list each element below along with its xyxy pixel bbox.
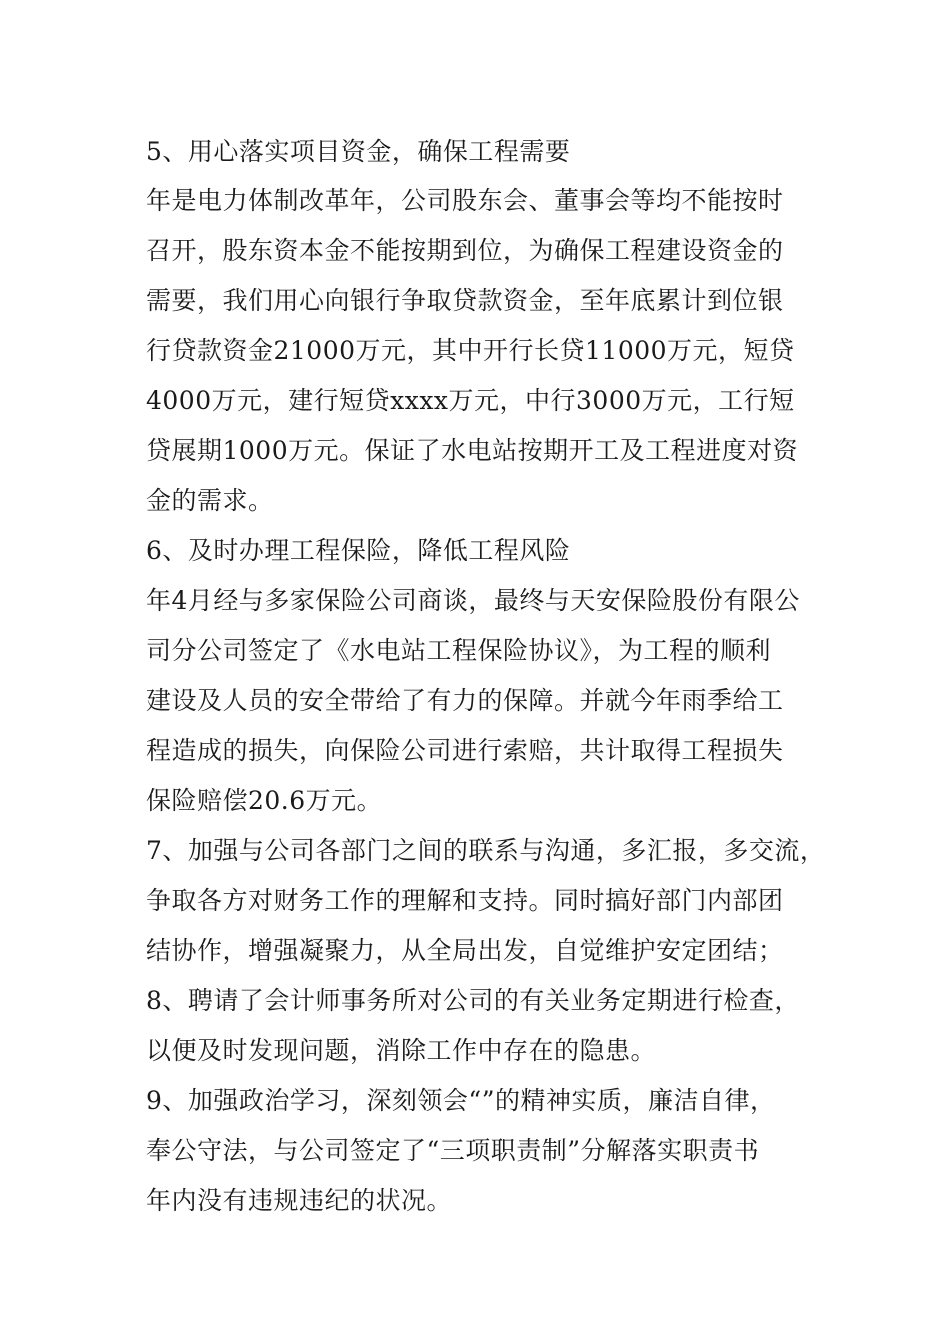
section-heading-5: 5、用心落实项目资金，确保工程需要	[146, 137, 571, 166]
text-line: 以便及时发现问题，消除工作中存在的隐患。	[146, 1036, 657, 1065]
section-heading-6: 6、及时办理工程保险，降低工程风险	[146, 536, 571, 565]
text-line: 程造成的损失，向保险公司进行索赔，共计取得工程损失	[146, 736, 784, 765]
text-line: 金的需求。	[146, 486, 274, 515]
text-line: 建设及人员的安全带给了有力的保障。并就今年雨季给工	[146, 686, 784, 715]
section-item-8: 8、聘请了会计师事务所对公司的有关业务定期进行检查，	[146, 986, 800, 1015]
text-line: 保险赔偿20.6万元。	[146, 786, 383, 815]
text-line: 行贷款资金21000万元，其中开行长贷11000万元，短贷	[146, 336, 795, 365]
text-line: 奉公守法，与公司签定了“三项职责制”分解落实职责书	[146, 1136, 760, 1165]
text-line: 4000万元，建行短贷xxxx万元，中行3000万元，工行短	[146, 386, 795, 415]
text-line: 年4月经与多家保险公司商谈，最终与天安保险股份有限公	[146, 586, 800, 615]
text-line: 需要，我们用心向银行争取贷款资金，至年底累计到位银	[146, 286, 784, 315]
text-line: 结协作，增强凝聚力，从全局出发，自觉维护安定团结；	[146, 936, 784, 965]
text-line: 年是电力体制改革年，公司股东会、董事会等均不能按时	[146, 186, 784, 215]
text-line: 争取各方对财务工作的理解和支持。同时搞好部门内部团	[146, 886, 784, 915]
text-line: 年内没有违规违纪的状况。	[146, 1186, 453, 1215]
text-line: 贷展期1000万元。保证了水电站按期开工及工程进度对资	[146, 436, 799, 465]
section-item-9: 9、加强政治学习，深刻领会“”的精神实质，廉洁自律，	[146, 1086, 776, 1115]
section-item-7: 7、加强与公司各部门之间的联系与沟通，多汇报，多交流，	[146, 836, 826, 865]
text-line: 召开，股东资本金不能按期到位，为确保工程建设资金的	[146, 236, 784, 265]
text-line: 司分公司签定了《水电站工程保险协议》，为工程的顺利	[146, 636, 772, 665]
